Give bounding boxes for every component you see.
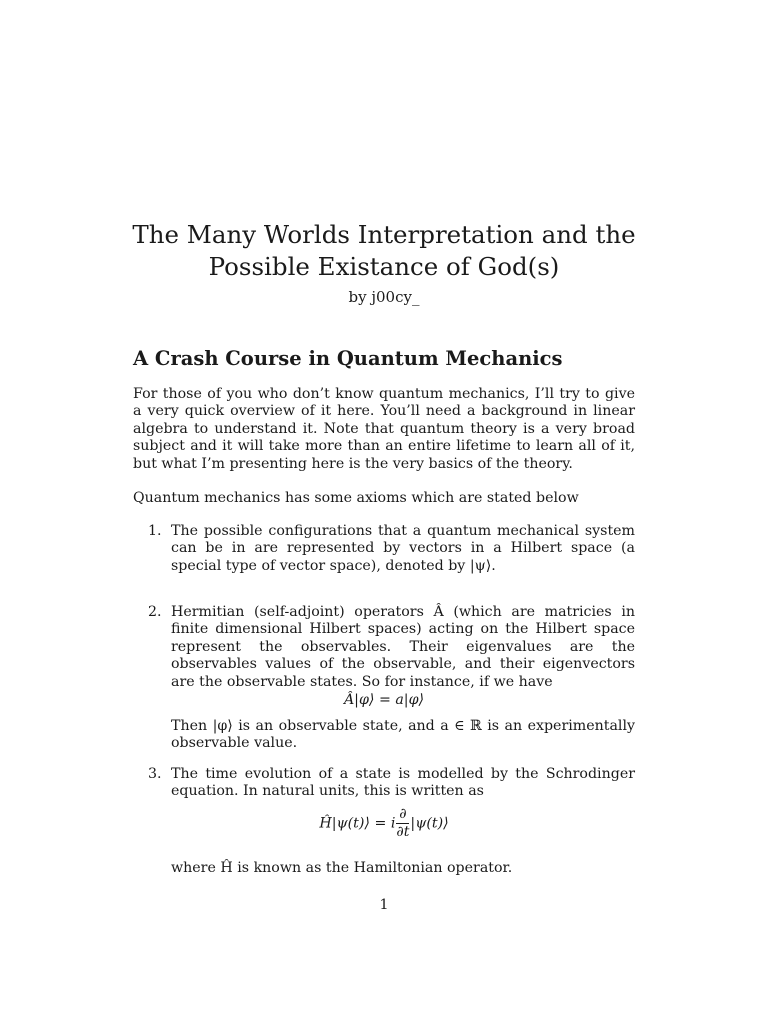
list-item-number: 3. [148, 766, 162, 782]
list-item-text: The possible configurations that a quantum mechanical system can be in are represented by vectors in a Hilbert space (a special type of vector space), denoted by |ψ⟩. [171, 523, 635, 574]
list-item-text: Hermitian (self-adjoint) operators Â (which are matricies in finite dimensional Hilbert spaces) acting on the Hilbert space represent the observables. Their eigenvalues are the observables values of the observable, and their eigenvectors are the observable states. So for instance, if we have [171, 604, 635, 690]
equation-right: |ψ(t)⟩ [410, 815, 449, 832]
title-line-2: Possible Existance of God(s) [208, 252, 560, 282]
list-item-text: The time evolution of a state is modelled by the Schrodinger equation. In natural units, this is written as [171, 766, 635, 800]
fraction-numerator: ∂ [396, 806, 409, 824]
partial-fraction [396, 806, 409, 841]
list-item-followup: where Ĥ is known as the Hamiltonian operator. [171, 860, 513, 876]
list-item [133, 766, 635, 801]
fraction-denominator: ∂t [396, 824, 410, 840]
page-number: 1 [379, 897, 389, 913]
list-item [133, 523, 635, 575]
section-heading: A Crash Course in Quantum Mechanics [133, 347, 563, 370]
list-item-number: 1. [148, 523, 162, 539]
title-line-1: The Many Worlds Interpretation and the [132, 220, 636, 250]
schrodinger-equation [133, 806, 635, 841]
eigenvalue-equation: Â|φ⟩ = a|φ⟩ [343, 692, 425, 708]
document-title [120, 219, 648, 283]
list-item-followup: Then |φ⟩ is an observable state, and a ∈ ℝ is an experimentally observable value. [171, 718, 635, 752]
equation-left: Ĥ|ψ(t)⟩ = i [319, 815, 396, 832]
axioms-intro: Quantum mechanics has some axioms which are stated below [133, 490, 579, 506]
list-item [133, 604, 635, 691]
intro-paragraph: For those of you who don’t know quantum mechanics, I’ll try to give a very quick overview of it here. You’ll need a background in linear algebra to understand it. Note that quantum theory is a very broad subject and it will take more than an entire lifetime to learn all of it, but what I’m presenting here is the very basics of the theory. [133, 386, 635, 472]
list-item-number: 2. [148, 604, 162, 620]
author-line: by j00cy_ [348, 288, 420, 306]
